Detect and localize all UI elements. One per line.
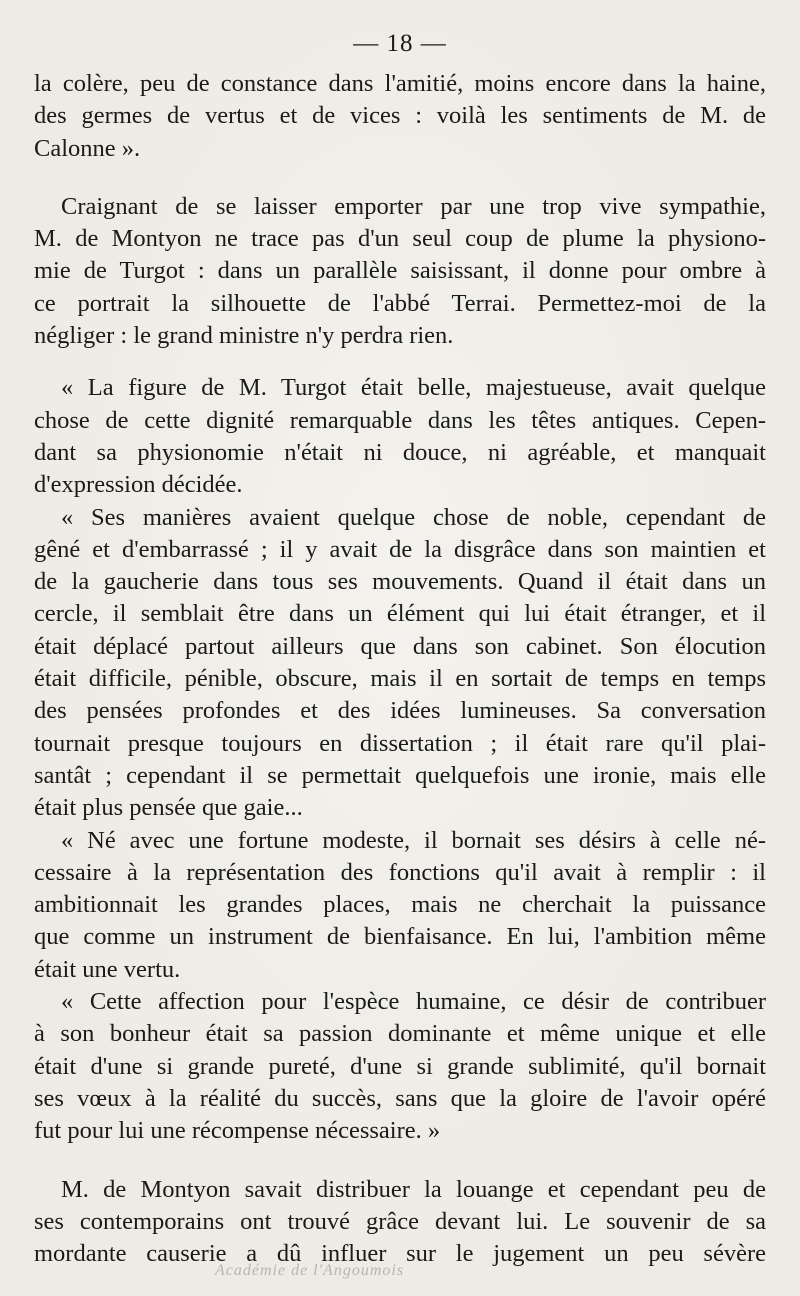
text-line: mordante causerie a dû influer sur le jugement un peu sévère <box>34 1240 766 1268</box>
text-line: à son bonheur était sa passion dominante et même unique et elle <box>34 1020 766 1048</box>
paragraph <box>34 191 766 352</box>
text-line: M. de Montyon savait distribuer la louange et cependant peu de <box>61 1175 766 1203</box>
text-line: cercle, il semblait être dans un élément qui lui était étranger, et il <box>34 600 766 628</box>
text-line: que comme un instrument de bienfaisance. En lui, l'ambition même <box>34 923 766 951</box>
text-line: « La figure de M. Turgot était belle, majestueuse, avait quelque <box>61 374 766 402</box>
paragraph <box>34 1174 766 1271</box>
paragraph-gap <box>34 352 766 372</box>
text-line: M. de Montyon ne trace pas d'un seul coup de plume la physiono- <box>34 225 766 253</box>
paragraph-gap <box>34 1148 766 1174</box>
text-line: ambitionnait les grandes places, mais ne cherchait la puissance <box>34 891 766 919</box>
body-text <box>34 68 766 1270</box>
text-line: était d'une si grande pureté, d'une si grande sublimité, qu'il bornait <box>34 1052 766 1080</box>
text-line: était difficile, pénible, obscure, mais il en sortait de temps en temps <box>34 665 766 693</box>
paragraph <box>34 502 766 825</box>
text-line: négliger : le grand ministre n'y perdra rien. <box>34 322 454 350</box>
text-line: santât ; cependant il se permettait quelquefois une ironie, mais elle <box>34 761 766 789</box>
text-line: était une vertu. <box>34 955 181 983</box>
text-line: Calonne ». <box>34 134 141 162</box>
text-line: Craignant de se laisser emporter par une trop vive sympathie, <box>61 192 766 220</box>
text-line: d'expression décidée. <box>34 471 243 499</box>
text-line: « Né avec une fortune modeste, il bornait ses désirs à celle né- <box>61 826 766 854</box>
library-stamp: Académie de l'Angoumois <box>215 1262 405 1279</box>
text-line: des germes de vertus et de vices : voilà les sentiments de M. de <box>34 102 766 130</box>
text-line: cessaire à la représentation des fonctions qu'il avait à remplir : il <box>34 858 766 886</box>
text-line: était plus pensée que gaie... <box>34 794 303 822</box>
paragraph <box>34 986 766 1147</box>
text-line: mie de Turgot : dans un parallèle saisissant, il donne pour ombre à <box>34 257 766 285</box>
text-line: « Ses manières avaient quelque chose de noble, cependant de <box>61 503 766 531</box>
text-line: fut pour lui une récompense nécessaire. » <box>34 1117 441 1145</box>
text-line: ses vœux à la réalité du succès, sans que la gloire de l'avoir opéré <box>34 1084 766 1112</box>
text-line: la colère, peu de constance dans l'amitié, moins encore dans la haine, <box>34 70 766 97</box>
text-line: dant sa physionomie n'était ni douce, ni agréable, et manquait <box>34 438 766 466</box>
text-line: ses contemporains ont trouvé grâce devant lui. Le souvenir de sa <box>34 1207 766 1235</box>
paragraph <box>34 372 766 501</box>
text-line: « Cette affection pour l'espèce humaine, ce désir de contribuer <box>61 988 766 1016</box>
text-line: était déplacé partout ailleurs que dans son cabinet. Son élocution <box>34 632 766 660</box>
page-number: — 18 — <box>353 30 447 57</box>
text-line: de la gaucherie dans tous ses mouvements. Quand il était dans un <box>34 568 766 596</box>
text-line: tournait presque toujours en dissertation ; il était rare qu'il plai- <box>34 729 766 757</box>
text-line: des pensées profondes et des idées lumineuses. Sa conversation <box>34 697 766 725</box>
paragraph <box>34 825 766 986</box>
paragraph-gap <box>34 165 766 191</box>
text-line: ce portrait la silhouette de l'abbé Terrai. Permettez-moi de la <box>34 289 766 317</box>
paragraph <box>34 68 766 165</box>
text-line: gêné et d'embarrassé ; il y avait de la disgrâce dans son maintien et <box>34 535 766 563</box>
text-line: chose de cette dignité remarquable dans les têtes antiques. Cepen- <box>34 406 766 434</box>
